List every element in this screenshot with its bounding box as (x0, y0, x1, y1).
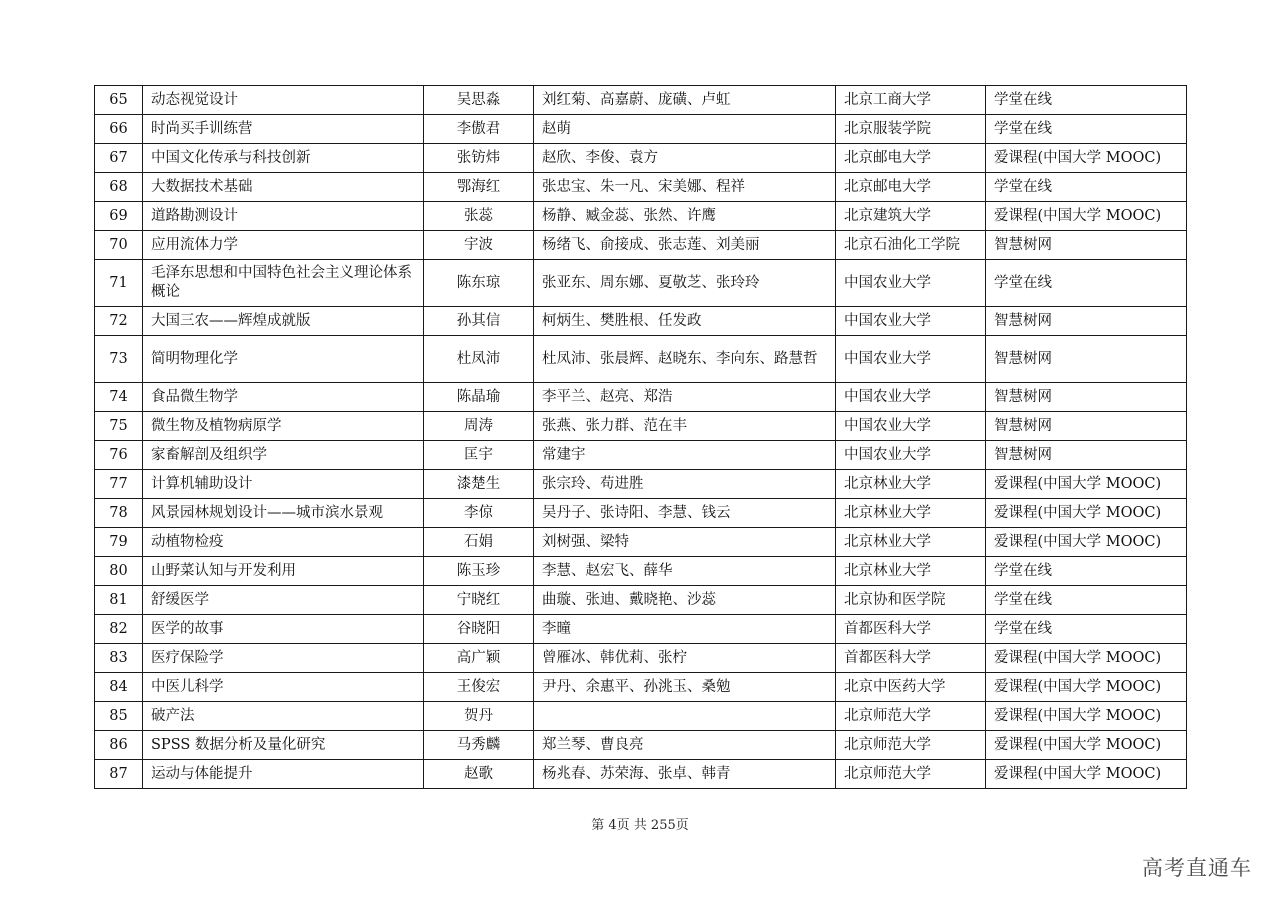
row-number: 72 (95, 307, 143, 336)
team-members: 杨兆春、苏荣海、张卓、韩青 (534, 760, 836, 789)
course-name: 医学的故事 (143, 615, 424, 644)
table-row (95, 557, 1187, 586)
platform-name: 爱课程(中国大学 MOOC) (986, 731, 1187, 760)
course-lead: 谷晓阳 (424, 615, 534, 644)
course-name: 大数据技术基础 (143, 173, 424, 202)
school-name: 北京林业大学 (836, 499, 986, 528)
table-row (95, 412, 1187, 441)
platform-name: 爱课程(中国大学 MOOC) (986, 673, 1187, 702)
course-lead: 周涛 (424, 412, 534, 441)
row-number: 83 (95, 644, 143, 673)
course-name: 动态视觉设计 (143, 86, 424, 115)
school-name: 北京师范大学 (836, 702, 986, 731)
team-members: 吴丹子、张诗阳、李慧、钱云 (534, 499, 836, 528)
platform-name: 智慧树网 (986, 383, 1187, 412)
platform-name: 学堂在线 (986, 615, 1187, 644)
school-name: 北京林业大学 (836, 557, 986, 586)
school-name: 中国农业大学 (836, 260, 986, 307)
school-name: 首都医科大学 (836, 615, 986, 644)
school-name: 北京林业大学 (836, 470, 986, 499)
row-number: 74 (95, 383, 143, 412)
platform-name: 学堂在线 (986, 557, 1187, 586)
team-members: 柯炳生、樊胜根、任发政 (534, 307, 836, 336)
row-number: 73 (95, 336, 143, 383)
team-members: 张燕、张力群、范在丰 (534, 412, 836, 441)
platform-name: 爱课程(中国大学 MOOC) (986, 144, 1187, 173)
team-members: 李平兰、赵亮、郑浩 (534, 383, 836, 412)
row-number: 79 (95, 528, 143, 557)
table-row (95, 615, 1187, 644)
school-name: 北京工商大学 (836, 86, 986, 115)
course-lead: 吴思淼 (424, 86, 534, 115)
school-name: 北京邮电大学 (836, 144, 986, 173)
course-name: 中国文化传承与科技创新 (143, 144, 424, 173)
row-number: 69 (95, 202, 143, 231)
team-members (534, 702, 836, 731)
school-name: 中国农业大学 (836, 383, 986, 412)
school-name: 北京服装学院 (836, 115, 986, 144)
row-number: 76 (95, 441, 143, 470)
course-lead: 杜凤沛 (424, 336, 534, 383)
platform-name: 爱课程(中国大学 MOOC) (986, 644, 1187, 673)
table-row (95, 144, 1187, 173)
row-number: 65 (95, 86, 143, 115)
course-lead: 陈晶瑜 (424, 383, 534, 412)
course-name: 计算机辅助设计 (143, 470, 424, 499)
course-lead: 张蕊 (424, 202, 534, 231)
platform-name: 学堂在线 (986, 173, 1187, 202)
course-name: 山野菜认知与开发利用 (143, 557, 424, 586)
school-name: 首都医科大学 (836, 644, 986, 673)
course-name: 简明物理化学 (143, 336, 424, 383)
school-name: 北京中医药大学 (836, 673, 986, 702)
table-row (95, 731, 1187, 760)
course-name: 风景园林规划设计——城市滨水景观 (143, 499, 424, 528)
row-number: 86 (95, 731, 143, 760)
table-row (95, 470, 1187, 499)
course-name: 道路勘测设计 (143, 202, 424, 231)
course-name: 舒缓医学 (143, 586, 424, 615)
row-number: 67 (95, 144, 143, 173)
team-members: 李曈 (534, 615, 836, 644)
team-members: 李慧、赵宏飞、薛华 (534, 557, 836, 586)
table-row (95, 86, 1187, 115)
team-members: 刘红菊、高嘉蔚、庞磺、卢虹 (534, 86, 836, 115)
table-row (95, 760, 1187, 789)
row-number: 84 (95, 673, 143, 702)
platform-name: 智慧树网 (986, 441, 1187, 470)
course-lead: 石娟 (424, 528, 534, 557)
team-members: 曲璇、张迪、戴晓艳、沙蕊 (534, 586, 836, 615)
platform-name: 智慧树网 (986, 412, 1187, 441)
team-members: 张宗玲、苟进胜 (534, 470, 836, 499)
course-name: 家畜解剖及组织学 (143, 441, 424, 470)
course-lead: 宇波 (424, 231, 534, 260)
row-number: 78 (95, 499, 143, 528)
platform-name: 学堂在线 (986, 86, 1187, 115)
school-name: 中国农业大学 (836, 307, 986, 336)
course-table-body (95, 86, 1187, 789)
course-lead: 孙其信 (424, 307, 534, 336)
course-lead: 李倞 (424, 499, 534, 528)
school-name: 北京师范大学 (836, 760, 986, 789)
table-row (95, 673, 1187, 702)
school-name: 北京石油化工学院 (836, 231, 986, 260)
platform-name: 爱课程(中国大学 MOOC) (986, 702, 1187, 731)
course-name: 中医儿科学 (143, 673, 424, 702)
team-members: 刘树强、梁特 (534, 528, 836, 557)
course-lead: 王俊宏 (424, 673, 534, 702)
team-members: 常建宇 (534, 441, 836, 470)
team-members: 杨静、臧金蕊、张然、许鹰 (534, 202, 836, 231)
course-lead: 鄂海红 (424, 173, 534, 202)
course-name: 动植物检疫 (143, 528, 424, 557)
row-number: 68 (95, 173, 143, 202)
course-name: 大国三农——辉煌成就版 (143, 307, 424, 336)
table-row (95, 231, 1187, 260)
table-row (95, 383, 1187, 412)
table-row (95, 499, 1187, 528)
table-row (95, 336, 1187, 383)
platform-name: 爱课程(中国大学 MOOC) (986, 760, 1187, 789)
course-name: 时尚买手训练营 (143, 115, 424, 144)
team-members: 杜凤沛、张晨辉、赵晓东、李向东、路慧哲 (534, 336, 836, 383)
table-row (95, 307, 1187, 336)
platform-name: 爱课程(中国大学 MOOC) (986, 528, 1187, 557)
course-table (94, 85, 1187, 789)
table-row (95, 260, 1187, 307)
course-lead: 陈东琼 (424, 260, 534, 307)
school-name: 北京建筑大学 (836, 202, 986, 231)
course-lead: 匡宇 (424, 441, 534, 470)
row-number: 75 (95, 412, 143, 441)
school-name: 北京邮电大学 (836, 173, 986, 202)
school-name: 北京协和医学院 (836, 586, 986, 615)
row-number: 82 (95, 615, 143, 644)
school-name: 中国农业大学 (836, 441, 986, 470)
course-lead: 李傲君 (424, 115, 534, 144)
row-number: 66 (95, 115, 143, 144)
platform-name: 智慧树网 (986, 307, 1187, 336)
course-name: 运动与体能提升 (143, 760, 424, 789)
platform-name: 爱课程(中国大学 MOOC) (986, 470, 1187, 499)
course-list-sheet (94, 85, 1186, 789)
table-row (95, 586, 1187, 615)
course-name: 微生物及植物病原学 (143, 412, 424, 441)
table-row (95, 441, 1187, 470)
school-name: 北京林业大学 (836, 528, 986, 557)
course-name: 毛泽东思想和中国特色社会主义理论体系概论 (143, 260, 424, 307)
course-lead: 陈玉珍 (424, 557, 534, 586)
table-row (95, 173, 1187, 202)
course-lead: 赵歌 (424, 760, 534, 789)
row-number: 77 (95, 470, 143, 499)
table-row (95, 528, 1187, 557)
course-name: 食品微生物学 (143, 383, 424, 412)
row-number: 80 (95, 557, 143, 586)
course-name: 医疗保险学 (143, 644, 424, 673)
course-lead: 贺丹 (424, 702, 534, 731)
team-members: 张亚东、周东娜、夏敬芝、张玲玲 (534, 260, 836, 307)
course-name: SPSS 数据分析及量化研究 (143, 731, 424, 760)
school-name: 中国农业大学 (836, 336, 986, 383)
table-row (95, 644, 1187, 673)
row-number: 70 (95, 231, 143, 260)
team-members: 赵欣、李俊、袁方 (534, 144, 836, 173)
course-lead: 马秀麟 (424, 731, 534, 760)
school-name: 北京师范大学 (836, 731, 986, 760)
row-number: 81 (95, 586, 143, 615)
course-name: 应用流体力学 (143, 231, 424, 260)
platform-name: 学堂在线 (986, 115, 1187, 144)
course-lead: 张钫炜 (424, 144, 534, 173)
platform-name: 爱课程(中国大学 MOOC) (986, 202, 1187, 231)
row-number: 85 (95, 702, 143, 731)
course-lead: 漆楚生 (424, 470, 534, 499)
school-name: 中国农业大学 (836, 412, 986, 441)
platform-name: 学堂在线 (986, 586, 1187, 615)
table-row (95, 702, 1187, 731)
table-row (95, 115, 1187, 144)
platform-name: 学堂在线 (986, 260, 1187, 307)
team-members: 尹丹、余惠平、孙洮玉、桑勉 (534, 673, 836, 702)
team-members: 张忠宝、朱一凡、宋美娜、程祥 (534, 173, 836, 202)
row-number: 87 (95, 760, 143, 789)
team-members: 郑兰琴、曹良亮 (534, 731, 836, 760)
course-lead: 高广颖 (424, 644, 534, 673)
course-name: 破产法 (143, 702, 424, 731)
team-members: 赵萌 (534, 115, 836, 144)
course-lead: 宁晓红 (424, 586, 534, 615)
watermark-logo-text: 高考直通车 (1142, 856, 1252, 880)
team-members: 杨绪飞、俞接成、张志莲、刘美丽 (534, 231, 836, 260)
table-row (95, 202, 1187, 231)
team-members: 曾雁冰、韩优莉、张柠 (534, 644, 836, 673)
page-footer: 第 4页 共 255页 (591, 818, 689, 833)
platform-name: 智慧树网 (986, 231, 1187, 260)
platform-name: 智慧树网 (986, 336, 1187, 383)
row-number: 71 (95, 260, 143, 307)
platform-name: 爱课程(中国大学 MOOC) (986, 499, 1187, 528)
